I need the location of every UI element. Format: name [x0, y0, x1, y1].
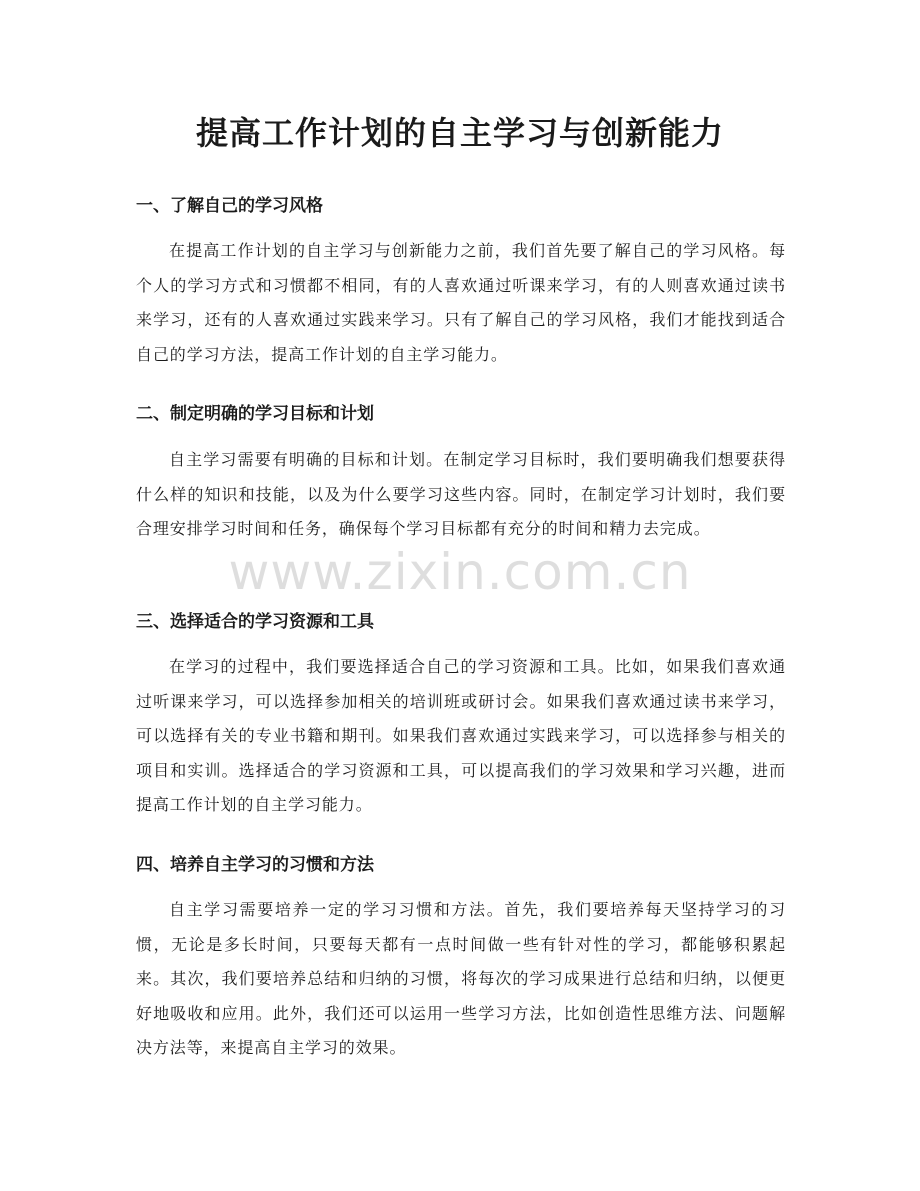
- section-heading-3: 三、选择适合的学习资源和工具: [136, 612, 374, 632]
- watermark: www.zixin.com.cn: [228, 543, 692, 601]
- section-heading-2: 二、制定明确的学习目标和计划: [136, 404, 374, 424]
- section-paragraph-4: 自主学习需要培养一定的学习习惯和方法。首先，我们要培养每天坚持学习的习惯，无论是多长时间，只要每天都有一点时间做一些有针对性的学习，都能够积累起来。其次，我们要培养总结和归纳的习惯，将每次的学习成果进行总结和归纳，以便更好地吸收和应用。此外，我们还可以运用一些学习方法，比如创造性思维方法、问题解决方法等，来提高自主学习的效果。: [136, 900, 786, 1057]
- section-paragraph-2: 自主学习需要有明确的目标和计划。在制定学习目标时，我们要明确我们想要获得什么样的知识和技能，以及为什么要学习这些内容。同时，在制定学习计划时，我们要合理安排学习时间和任务，确保每个学习目标都有充分的时间和精力去完成。: [136, 450, 786, 538]
- section-paragraph-3: 在学习的过程中，我们要选择适合自己的学习资源和工具。比如，如果我们喜欢通过听课来学习，可以选择参加相关的培训班或研讨会。如果我们喜欢通过读书来学习，可以选择有关的专业书籍和期刊。如果我们喜欢通过实践来学习，可以选择参与相关的项目和实训。选择适合的学习资源和工具，可以提高我们的学习效果和学习兴趣，进而提高工作计划的自主学习能力。: [136, 657, 786, 814]
- section-paragraph-1: 在提高工作计划的自主学习与创新能力之前，我们首先要了解自己的学习风格。每个人的学习方式和习惯都不相同，有的人喜欢通过听课来学习，有的人则喜欢通过读书来学习，还有的人喜欢通过实践来学习。只有了解自己的学习风格，我们才能找到适合自己的学习方法，提高工作计划的自主学习能力。: [136, 241, 786, 364]
- document-title: 提高工作计划的自主学习与创新能力: [195, 114, 724, 152]
- section-heading-1: 一、了解自己的学习风格: [136, 196, 323, 216]
- section-heading-4: 四、培养自主学习的习惯和方法: [136, 855, 374, 875]
